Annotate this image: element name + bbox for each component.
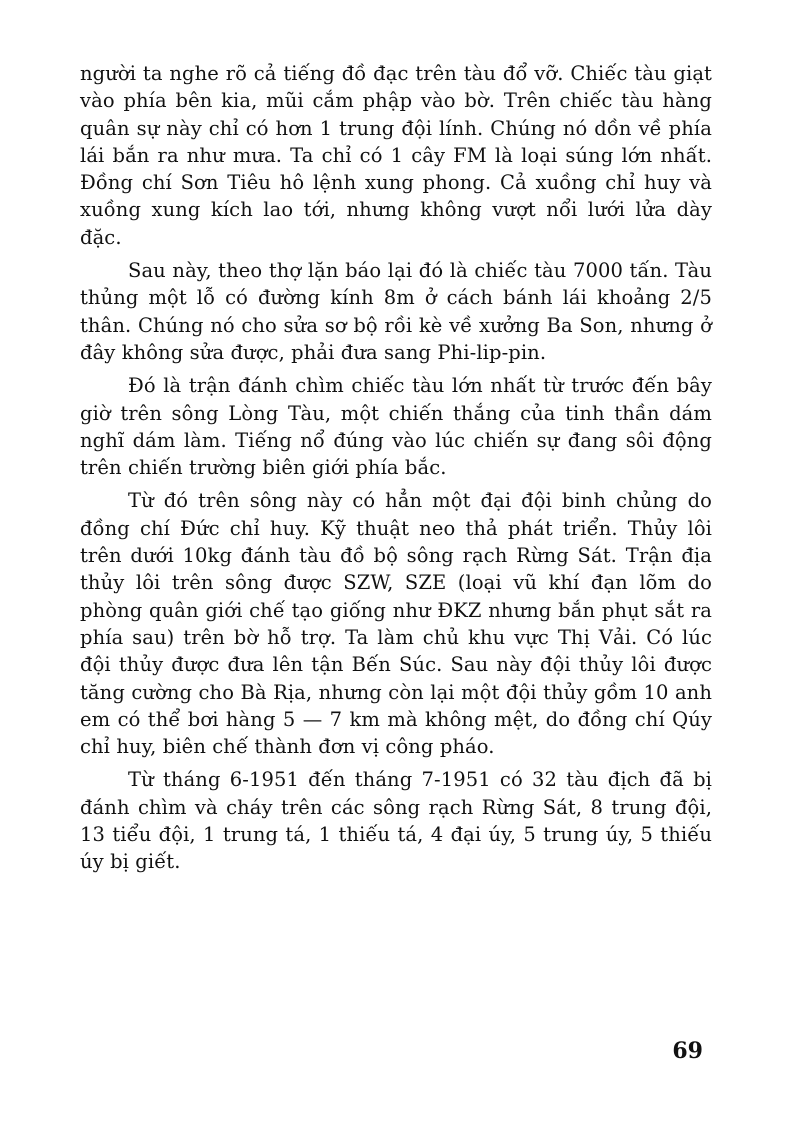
paragraph-casualty-tally: Từ tháng 6-1951 đến tháng 7-1951 có 32 tàu địch đã bị đánh chìm và cháy trên các sông rạch Rừng Sát, 8 trung đội, 13 tiểu đội, 1 trung tá, 1 thiếu tá, 4 đại úy, 5 trung úy, 5 thiếu úy bị giết. [80, 768, 712, 874]
paragraph-special-unit: Từ đó trên sông này có hẳn một đại đội binh chủng do đồng chí Đức chỉ huy. Kỹ thuật neo thả phát triển. Thủy lôi trên dưới 10kg đánh tàu đồ bộ sông rạch Rừng Sát. Trận địa thủy lôi trên sông được SZW, SZE (loại vũ khí đạn lõm do phòng quân giới chế tạo giống như ĐKZ nhưng bắn phụt sắt ra phía sau) trên bờ hỗ trợ. Ta làm chủ khu vực Thị Vải. Có lúc đội thủy được đưa lên tận Bến Súc. Sau này đội thủy lôi được tăng cường cho Bà Rịa, nhưng còn lại một đội thủy gồm 10 anh em có thể bơi hàng 5 — 7 km mà không mệt, do đồng chí Qúy chỉ huy, biên chế thành đơn vị công pháo. [80, 489, 712, 759]
paragraph-continuation: người ta nghe rõ cả tiếng đồ đạc trên tàu đổ vỡ. Chiếc tàu giạt vào phía bên kia, mũi cắm phập vào bờ. Trên chiếc tàu hàng quân sự này chỉ có hơn 1 trung đội lính. Chúng nó dồn về phía lái bắn ra như mưa. Ta chỉ có 1 cây FM là loại súng lớn nhất. Đồng chí Sơn Tiêu hô lệnh xung phong. Cả xuồng chỉ huy và xuồng xung kích lao tới, nhưng không vượt nổi lưới lửa dày đặc. [80, 62, 712, 249]
body-text [80, 60, 712, 882]
page-number: 69 [672, 1038, 703, 1064]
paragraph-salvage-report: Sau này, theo thợ lặn báo lại đó là chiếc tàu 7000 tấn. Tàu thủng một lỗ có đường kính 8m ở cách bánh lái khoảng 2/5 thân. Chúng nó cho sửa sơ bộ rồi kè về xưởng Ba Son, nhưng ở đây không sửa được, phải đưa sang Phi-lip-pin. [80, 259, 712, 364]
paragraph-battle-summary: Đó là trận đánh chìm chiếc tàu lớn nhất từ trước đến bây giờ trên sông Lòng Tàu, một chiến thắng của tinh thần dám nghĩ dám làm. Tiếng nổ đúng vào lúc chiến sự đang sôi động trên chiến trường biên giới phía bắc. [80, 374, 712, 480]
